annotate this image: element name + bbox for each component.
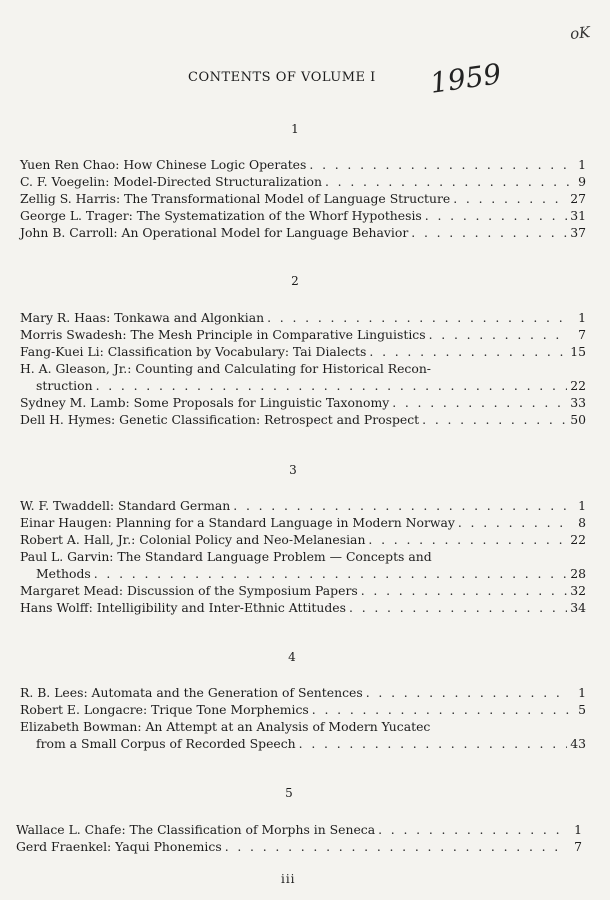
toc-entry: Margaret Mead: Discussion of the Symposium Papers . . . 32 <box>20 582 586 599</box>
toc-entry: Elizabeth Bowman: An Attempt at an Analysis of Modern Yucatec from a Small Corpus of Recorded Speech . . . 43 <box>20 718 586 752</box>
section-number: 5 <box>285 786 293 800</box>
section-number: 3 <box>289 463 297 477</box>
toc-entry: Robert E. Longacre: Trique Tone Morphemics . . . 5 <box>20 701 586 718</box>
toc-entry: Morris Swadesh: The Mesh Principle in Comparative Linguistics . . . 7 <box>20 326 586 343</box>
toc-entry: Yuen Ren Chao: How Chinese Logic Operates . . . 1 <box>20 156 586 173</box>
toc-entry: Sydney M. Lamb: Some Proposals for Linguistic Taxonomy . . . 33 <box>20 394 586 411</box>
toc-entry: Wallace L. Chafe: The Classification of Morphs in Seneca . . . 1 <box>16 821 582 838</box>
handwritten-year: 1959 <box>428 57 504 100</box>
toc-entry: Zellig S. Harris: The Transformational Model of Language Structure . . . 27 <box>20 190 586 207</box>
toc-entry: W. F. Twaddell: Standard German . . . 1 <box>20 497 586 514</box>
toc-entry: Robert A. Hall, Jr.: Colonial Policy and Neo-Melanesian . . . 22 <box>20 531 586 548</box>
page-title: CONTENTS OF VOLUME I <box>188 70 376 85</box>
toc-entry: H. A. Gleason, Jr.: Counting and Calculating for Historical Recon- struction . . . 22 <box>20 360 586 394</box>
toc-entry: Gerd Fraenkel: Yaqui Phonemics . . . 7 <box>16 838 582 855</box>
toc-entry: John B. Carroll: An Operational Model for Language Behavior . . . 37 <box>20 224 586 241</box>
section-number: 1 <box>291 122 299 136</box>
toc-entry: Mary R. Haas: Tonkawa and Algonkian . . . 1 <box>20 309 586 326</box>
toc-entry: Hans Wolff: Intelligibility and Inter-Ethnic Attitudes . . . 34 <box>20 599 586 616</box>
page-folio: iii <box>281 872 296 886</box>
corner-annotation: oK <box>568 22 591 44</box>
toc-entry: Dell H. Hymes: Genetic Classification: Retrospect and Prospect . . . 50 <box>20 411 586 428</box>
toc-entry: Fang-Kuei Li: Classification by Vocabulary: Tai Dialects . . . 15 <box>20 343 586 360</box>
toc-entry: R. B. Lees: Automata and the Generation of Sentences . . . 1 <box>20 684 586 701</box>
toc-entry: Paul L. Garvin: The Standard Language Problem — Concepts and Methods . . . 28 <box>20 548 586 582</box>
section-number: 2 <box>291 274 299 288</box>
section-number: 4 <box>288 650 296 664</box>
toc-entry: Einar Haugen: Planning for a Standard Language in Modern Norway . . . 8 <box>20 514 586 531</box>
toc-entry: George L. Trager: The Systematization of the Whorf Hypothesis . . . 31 <box>20 207 586 224</box>
toc-entry: C. F. Voegelin: Model-Directed Structuralization . . . 9 <box>20 173 586 190</box>
